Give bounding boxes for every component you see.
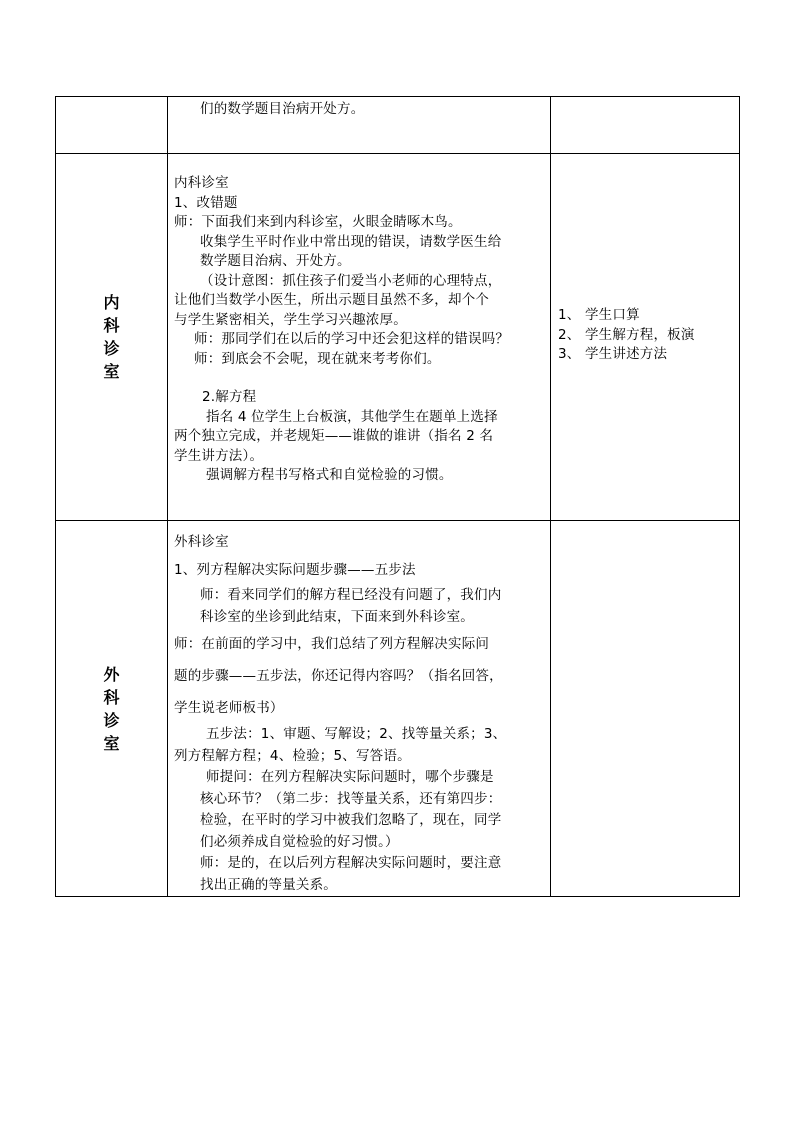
content-line: 2.解方程	[202, 389, 257, 405]
content-line: 师：那同学们在以后的学习中还会犯这样的错误吗？	[194, 331, 510, 347]
section-cell	[56, 521, 168, 897]
content-heading: 内科诊室	[174, 175, 229, 191]
content-heading: 外科诊室	[174, 534, 229, 550]
content-line: 1、改错题	[174, 194, 238, 211]
notes-cell	[551, 521, 740, 897]
content-line: 指名 4 位学生上台板演，其他学生在题单上选择	[206, 408, 498, 425]
content-line: 五步法：1、审题、写解设；2、找等量关系；3、	[206, 726, 507, 742]
content-line: 数学题目治病、开处方。	[200, 253, 351, 269]
content-line: 师：到底会不会呢，现在就来考考你们。	[194, 350, 441, 367]
table-row	[56, 97, 740, 154]
content-line: 师：看来同学们的解方程已经没有问题了，我们内	[200, 587, 502, 603]
note-item: 3、 学生讲述方法	[558, 346, 668, 362]
lesson-plan-table	[55, 96, 740, 897]
content-line: 检验，在平时的学习中被我们忽略了，现在，同学	[200, 812, 502, 828]
content-cell	[168, 154, 551, 521]
content-line: 科诊室的坐诊到此结束，下面来到外科诊室。	[200, 608, 474, 625]
content-line: 核心环节？（第二步：找等量关系，还有第四步：	[200, 790, 502, 807]
section-cell	[56, 97, 168, 154]
content-line: 们必须养成自觉检验的好习惯。）	[200, 833, 399, 850]
content-line: 们的数学题目治病开处方。	[200, 101, 365, 117]
content-cell	[168, 97, 551, 154]
content-line: 找出正确的等量关系。	[200, 876, 337, 893]
note-item: 1、 学生口算	[558, 307, 640, 323]
content-line: 两个独立完成，并老规矩——谁做的谁讲（指名 2 名	[174, 428, 494, 444]
content-line: 列方程解方程；4、检验；5、写答语。	[174, 747, 411, 764]
section-cell	[56, 154, 168, 521]
content-line: 学生讲方法）。	[174, 447, 264, 464]
content-line: 师：下面我们来到内科诊室，火眼金睛啄木鸟。	[174, 214, 462, 230]
content-line: 师：在前面的学习中，我们总结了列方程解决实际问	[174, 636, 490, 652]
content-line: 收集学生平时作业中常出现的错误，请数学医生给	[200, 233, 502, 250]
table-row	[56, 154, 740, 521]
content-line: 学生说老师板书）	[174, 700, 284, 716]
notes-cell	[551, 154, 740, 521]
section-label-internal: 内 科 诊 室	[103, 293, 120, 381]
content-line: 让他们当数学小医生，所出示题目虽然不多，却个个	[174, 292, 490, 308]
content-line: （设计意图：抓住孩子们爱当小老师的心理特点，	[200, 272, 502, 289]
content-line: 师：是的，在以后列方程解决实际问题时，要注意	[200, 855, 502, 871]
content-line: 师提问：在列方程解决实际问题时，哪个步骤是	[206, 769, 494, 785]
content-line: 题的步骤——五步法，你还记得内容吗？（指名回答，	[174, 668, 503, 684]
table-row	[56, 521, 740, 897]
content-line: 1、列方程解决实际问题步骤——五步法	[174, 562, 416, 578]
note-item: 2、 学生解方程，板演	[558, 326, 695, 343]
content-line: 与学生紧密相关，学生学习兴趣浓厚。	[174, 311, 407, 328]
content-cell	[168, 521, 551, 897]
content-line: 强调解方程书写格式和自觉检验的习惯。	[206, 467, 453, 483]
notes-cell	[551, 97, 740, 154]
section-label-external: 外 科 诊 室	[103, 664, 120, 753]
